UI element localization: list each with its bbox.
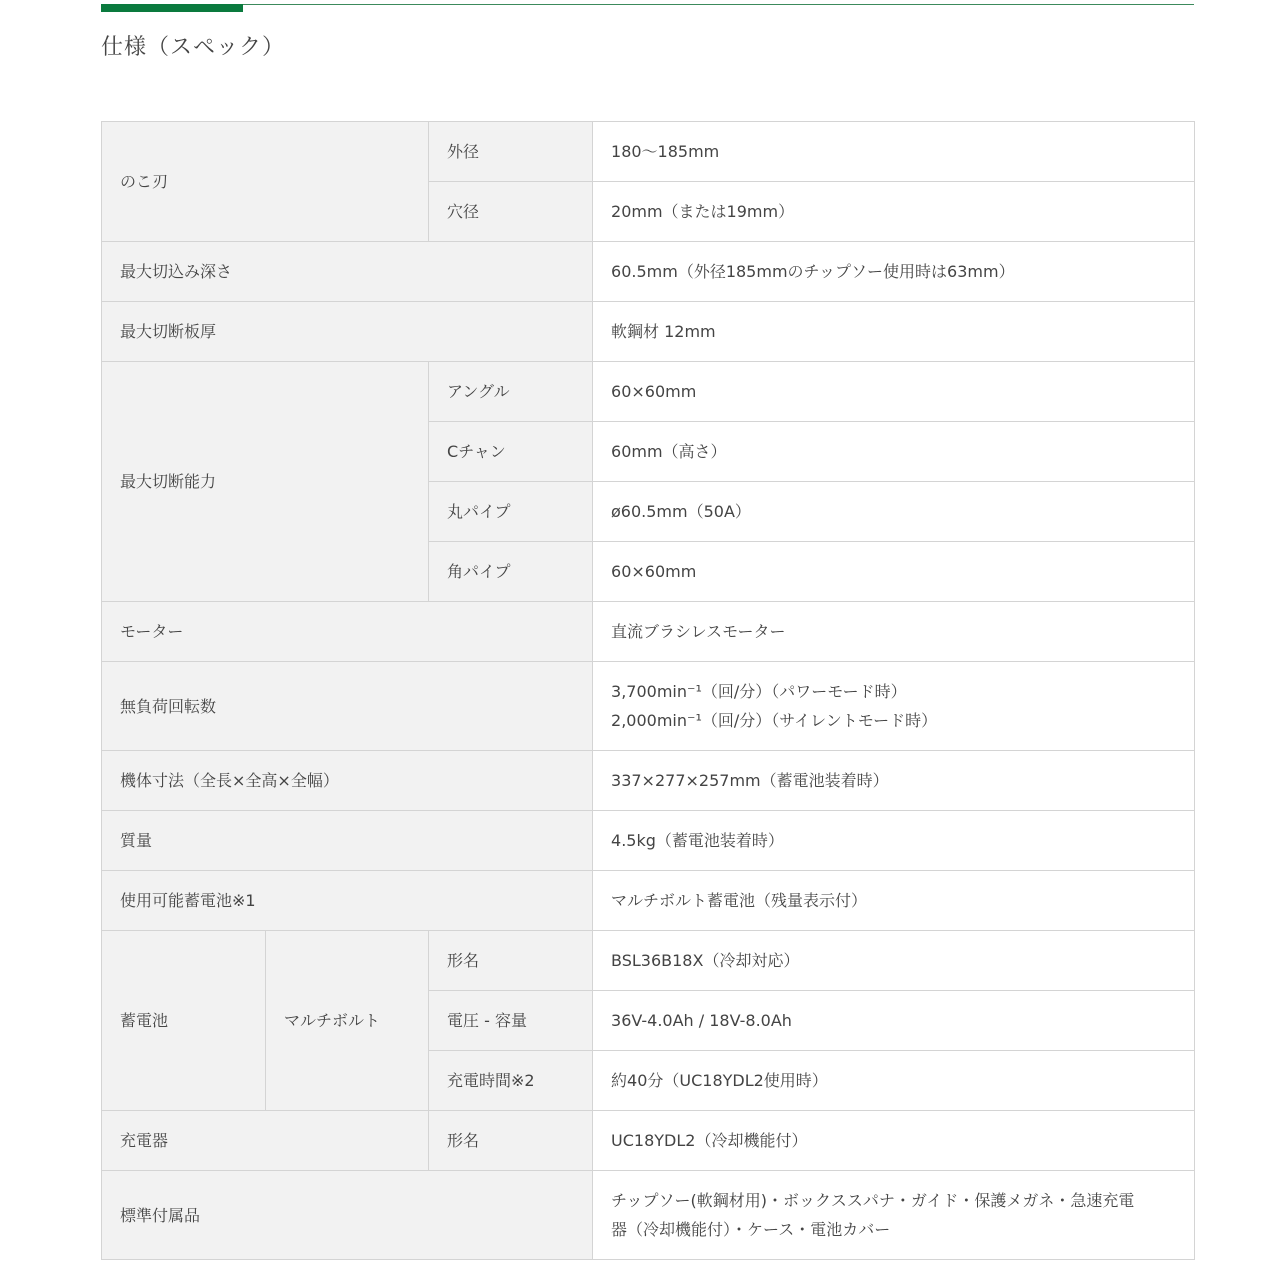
row-header-weight: 質量	[102, 811, 593, 871]
table-row	[102, 1171, 1195, 1260]
table-row	[102, 302, 1195, 362]
value-no-load-speed	[593, 662, 1195, 751]
table-row	[102, 1111, 1195, 1171]
value-round-pipe: ø60.5mm（50A）	[593, 482, 1195, 542]
table-row	[102, 751, 1195, 811]
value-charge-time: 約40分（UC18YDL2使用時）	[593, 1051, 1195, 1111]
value-max-depth: 60.5mm（外径185mmのチップソー使用時は63mm）	[593, 242, 1195, 302]
value-max-plate: 軟鋼材 12mm	[593, 302, 1195, 362]
sub-header-channel: Cチャン	[429, 422, 593, 482]
value-weight: 4.5kg（蓄電池装着時）	[593, 811, 1195, 871]
sub-header-square-pipe: 角パイプ	[429, 542, 593, 602]
top-divider	[101, 4, 1194, 5]
value-angle: 60×60mm	[593, 362, 1195, 422]
row-header-max-capacity: 最大切断能力	[102, 362, 429, 602]
sub-header-angle: アングル	[429, 362, 593, 422]
table-row	[102, 811, 1195, 871]
value-hole-diameter: 20mm（または19mm）	[593, 182, 1195, 242]
value-motor: 直流ブラシレスモーター	[593, 602, 1195, 662]
row-header-max-depth: 最大切込み深さ	[102, 242, 593, 302]
spec-table	[101, 121, 1195, 1260]
row-header-charger: 充電器	[102, 1111, 429, 1171]
sub-header-battery-model: 形名	[429, 931, 593, 991]
row-header-max-plate: 最大切断板厚	[102, 302, 593, 362]
value-outer-diameter: 180〜185mm	[593, 122, 1195, 182]
value-dimensions: 337×277×257mm（蓄電池装着時）	[593, 751, 1195, 811]
sub-header-charger-model: 形名	[429, 1111, 593, 1171]
sub-header-hole-diameter: 穴径	[429, 182, 593, 242]
row-header-accessories: 標準付属品	[102, 1171, 593, 1260]
row-header-dimensions: 機体寸法（全長×全高×全幅）	[102, 751, 593, 811]
top-accent-bar	[101, 4, 243, 12]
value-square-pipe: 60×60mm	[593, 542, 1195, 602]
sub-header-round-pipe: 丸パイプ	[429, 482, 593, 542]
table-row	[102, 871, 1195, 931]
row-header-blade: のこ刃	[102, 122, 429, 242]
accessories-line-1: チップソー(軟鋼材用)・ボックススパナ・ガイド・保護メガネ・急速充電	[611, 1191, 1135, 1210]
speed-power-mode: 3,700min⁻¹（回/分）（パワーモード時）	[611, 682, 907, 701]
value-voltage-capacity: 36V-4.0Ah / 18V-8.0Ah	[593, 991, 1195, 1051]
table-row	[102, 362, 1195, 422]
table-row	[102, 931, 1195, 991]
table-row	[102, 662, 1195, 751]
sub-header-multivolt: マルチボルト	[266, 931, 429, 1111]
row-header-motor: モーター	[102, 602, 593, 662]
row-header-usable-battery: 使用可能蓄電池※1	[102, 871, 593, 931]
sub-header-voltage-capacity: 電圧 - 容量	[429, 991, 593, 1051]
accessories-line-2: 器（冷却機能付）・ケース・電池カバー	[611, 1220, 891, 1239]
value-charger-model: UC18YDL2（冷却機能付）	[593, 1111, 1195, 1171]
sub-header-outer-diameter: 外径	[429, 122, 593, 182]
row-header-battery: 蓄電池	[102, 931, 266, 1111]
value-channel: 60mm（高さ）	[593, 422, 1195, 482]
table-row	[102, 242, 1195, 302]
speed-silent-mode: 2,000min⁻¹（回/分）（サイレントモード時）	[611, 711, 938, 730]
sub-header-charge-time: 充電時間※2	[429, 1051, 593, 1111]
table-row	[102, 122, 1195, 182]
page-title: 仕様（スペック）	[101, 35, 286, 60]
value-battery-model: BSL36B18X（冷却対応）	[593, 931, 1195, 991]
table-row	[102, 602, 1195, 662]
value-accessories	[593, 1171, 1195, 1260]
value-usable-battery: マルチボルト蓄電池（残量表示付）	[593, 871, 1195, 931]
row-header-no-load-speed: 無負荷回転数	[102, 662, 593, 751]
